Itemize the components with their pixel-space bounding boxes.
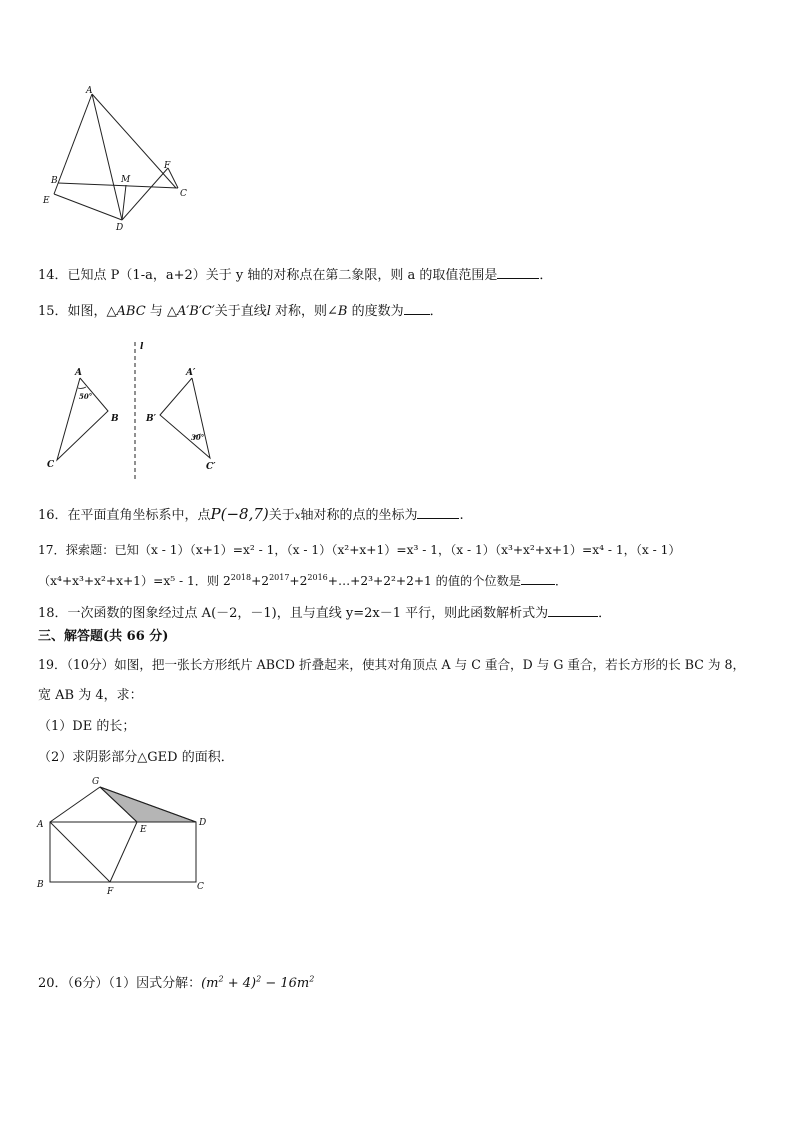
q20-exp-a: 2	[218, 974, 224, 984]
q17-end: ．	[554, 574, 568, 588]
q16-answer-blank[interactable]	[417, 506, 459, 519]
q18-answer-blank[interactable]	[548, 604, 598, 617]
label-A: A	[75, 368, 82, 378]
q20-expr-a: (m	[201, 976, 219, 991]
q15-triangle-abc: △ABC	[106, 304, 146, 319]
label-G: G	[92, 777, 100, 787]
q20-exp-c: 2	[309, 974, 315, 984]
q20-text: 20．（6分）（1）因式分解：	[38, 976, 202, 991]
question-19-part-1	[38, 718, 135, 736]
q20-exp-b: 2	[256, 974, 262, 984]
q15-triangle-a2b2c2: △A′B′C′	[166, 304, 215, 319]
q17-exp3: 2016	[307, 572, 328, 582]
q15-line-l: l	[266, 304, 271, 319]
q20-expr-c: − 16m	[261, 976, 310, 991]
label-F: F	[164, 161, 171, 171]
q15-text-c: 对称，则	[270, 304, 328, 319]
label-B-prime: B′	[146, 414, 156, 424]
q15-end: ．	[429, 304, 443, 319]
label-C: C	[197, 882, 204, 892]
label-D: D	[199, 818, 207, 828]
q15-angle-b: ∠B	[327, 304, 348, 319]
q16-axis: x	[294, 511, 301, 522]
label-A-prime: A′	[186, 368, 196, 378]
q16-end: .	[459, 508, 464, 523]
question-20	[38, 975, 314, 993]
q19-part1: （1）DE 的长；	[38, 719, 136, 734]
q14-text: 14．已知点 P（1-a，a+2）关于 y 轴的对称点在第二象限，则 a 的取值范围是	[38, 268, 498, 283]
q17-line2-a: （x⁴+x³+x²+x+1）=x⁵ - 1．则 2	[38, 574, 231, 588]
q19-line1: 19．（10分）如图，把一张长方形纸片 ABCD 折叠起来，使其对角顶点 A 与 C 重合，D 与 G 重合，若长方形的长 BC 为 8，	[38, 657, 746, 672]
q16-text-c: 轴对称的点的坐标为	[300, 508, 418, 523]
label-B: B	[37, 880, 44, 890]
label-E: E	[43, 196, 50, 206]
label-F: F	[107, 887, 114, 897]
question-14	[38, 266, 552, 285]
label-A: A	[37, 820, 44, 830]
q17-exp1: 2018	[230, 572, 252, 582]
label-C: C	[47, 460, 55, 470]
figure-folded-rectangle	[34, 774, 214, 900]
angle-label-30: 30°	[191, 433, 205, 442]
figure-triangle-abcdef	[36, 82, 196, 240]
label-M: M	[121, 175, 131, 185]
q17-exp2: 2017	[269, 572, 290, 582]
q14-answer-blank[interactable]	[497, 266, 539, 279]
q16-text-b: 关于	[268, 508, 295, 523]
label-C: C	[180, 189, 187, 199]
q15-text-a: 15．如图，	[38, 304, 107, 319]
q17-answer-blank[interactable]	[521, 572, 555, 585]
q17-plus2: +2	[289, 574, 308, 588]
label-D: D	[116, 223, 124, 233]
q16-point: P(−8,7)	[210, 505, 269, 523]
question-19-line-1	[38, 656, 745, 674]
question-17-line-2	[38, 572, 567, 590]
label-B: B	[51, 176, 58, 186]
question-18	[38, 604, 611, 623]
label-A: A	[86, 86, 93, 96]
label-C-prime: C′	[206, 462, 216, 472]
q14-end: ．	[539, 268, 553, 283]
section-heading-3: 三、解答题(共 66 分)	[38, 629, 169, 644]
angle-label-50: 50°	[79, 392, 93, 401]
q20-expression	[201, 976, 314, 991]
q15-text-b: 关于直线	[214, 304, 267, 319]
q15-mid: 与	[145, 304, 167, 319]
q16-text-a: 16．在平面直角坐标系中，点	[38, 508, 211, 523]
q20-expr-b: + 4)	[223, 976, 257, 991]
question-16	[38, 505, 464, 526]
question-19-part-2	[38, 749, 234, 767]
q17-line1: 17．探索题：已知（x - 1）（x+1）=x² - 1，（x - 1）（x²+x+1）=x³ - 1，（x - 1）（x³+x²+x+1）=x⁴ - 1，（x - 1）	[38, 543, 681, 557]
q18-end: ．	[598, 606, 612, 621]
q19-part2: （2）求阴影部分△GED 的面积．	[38, 750, 234, 765]
q18-text: 18．一次函数的图象经过点 A(－2，－1)，且与直线 y=2x－1 平行，则此函数解析式为	[38, 606, 549, 621]
q15-answer-blank[interactable]	[404, 302, 430, 315]
question-15	[38, 302, 443, 321]
label-l: l	[140, 342, 144, 352]
label-B: B	[111, 414, 119, 424]
question-17-line-1	[38, 541, 681, 559]
q19-line2: 宽 AB 为 4，求：	[38, 688, 143, 703]
q15-text-d: 的度数为	[347, 304, 404, 319]
q17-plus1: +2	[251, 574, 270, 588]
label-E: E	[140, 825, 147, 835]
figure-symmetric-triangles	[40, 338, 240, 486]
q17-tail: +…+2³+2²+2+1 的值的个位数是	[327, 574, 521, 588]
question-19-line-2	[38, 687, 143, 705]
